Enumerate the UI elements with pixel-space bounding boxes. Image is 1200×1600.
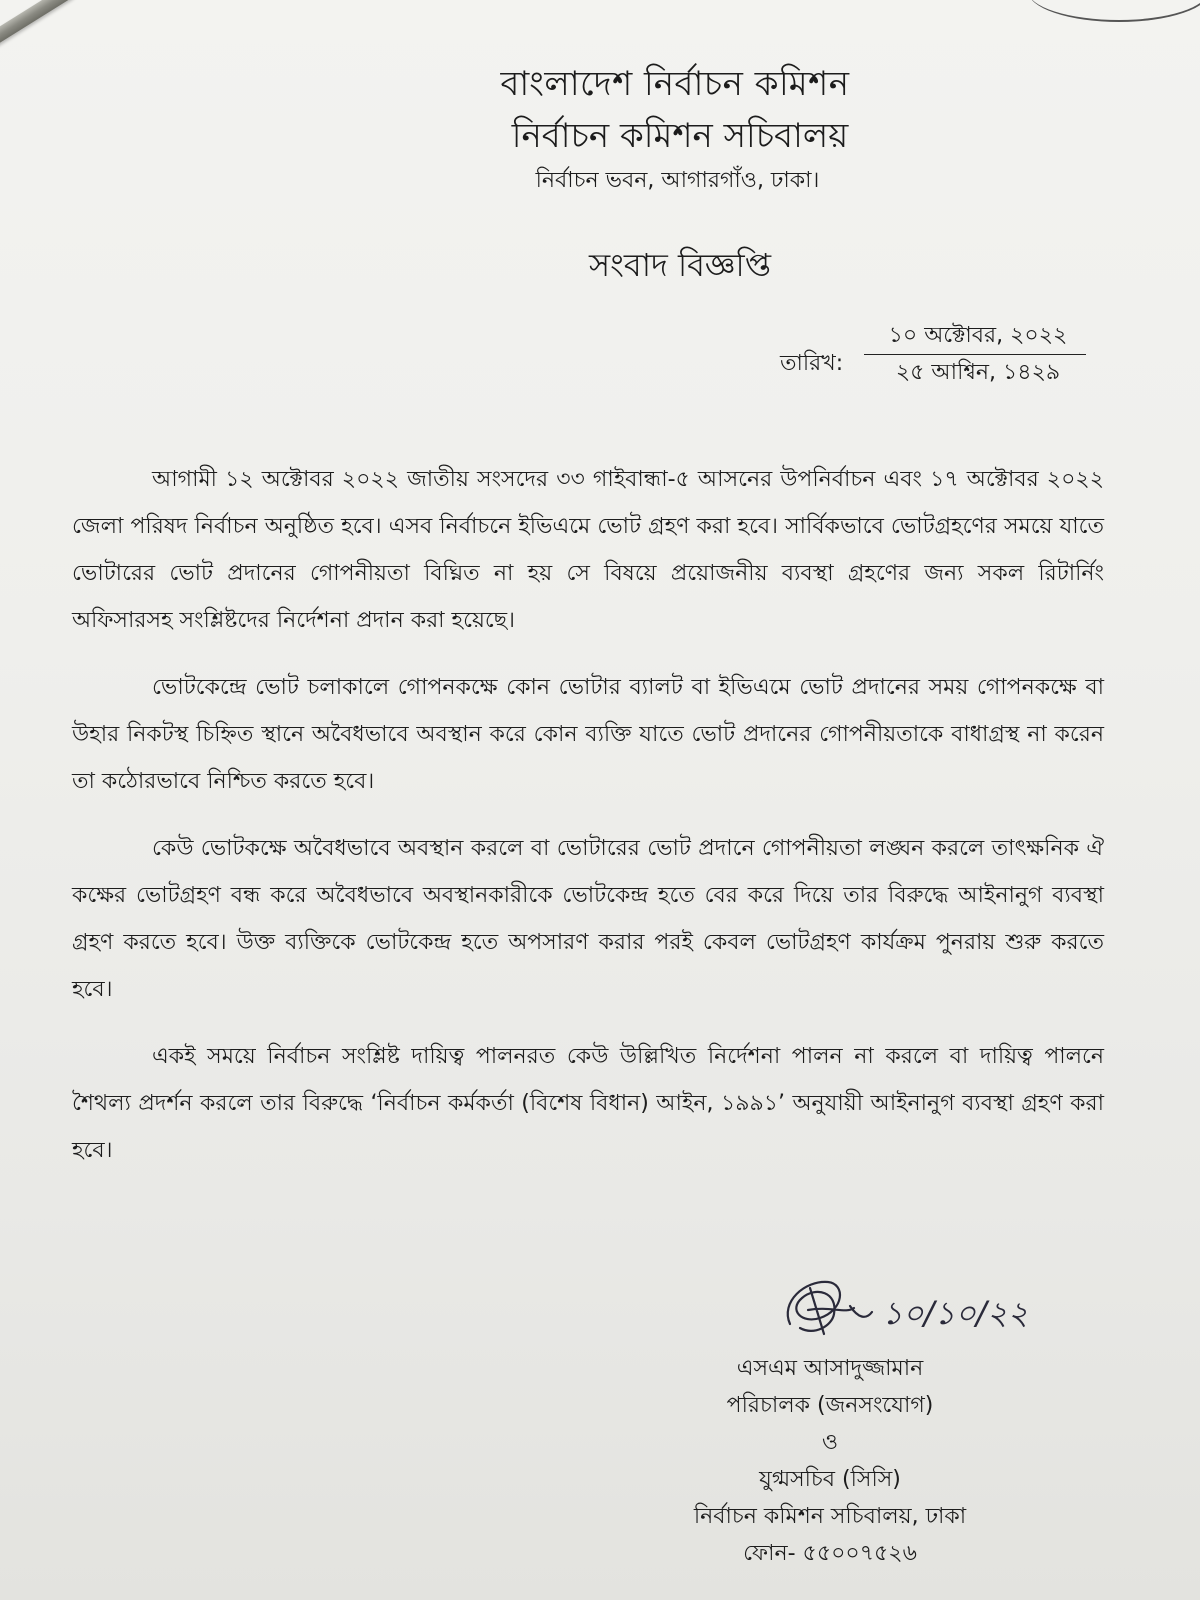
handwritten-date: ১০/১০/২২ (882, 1294, 1029, 1332)
date-bengali: ২৫ আশ্বিন, ১৪২৯ (895, 360, 1061, 385)
handwritten-signature (750, 1262, 1070, 1352)
date-label: তারিখ: (780, 351, 844, 376)
document-body (72, 456, 1104, 1194)
letterhead (0, 58, 1200, 200)
signatory-designation-2: যুগ্মসচিব (সিসি) (759, 1467, 901, 1492)
signatory-office: নির্বাচন কমিশন সচিবালয়, ঢাকা (693, 1504, 967, 1529)
document-title: সংবাদ বিজ্ঞপ্তি (588, 246, 772, 284)
corner-stroke-mark (1028, 0, 1200, 22)
letterhead-commission: বাংলাদেশ নির্বাচন কমিশন (500, 64, 850, 104)
signatory-designation-1: পরিচালক (জনসংযোগ) (726, 1393, 934, 1418)
paragraph-1: আগামী ১২ অক্টোবর ২০২২ জাতীয় সংসদের ৩৩ গাইবান্ধা-৫ আসনের উপনির্বাচন এবং ১৭ অক্টোবর ২০২২ জেলা পরিষদ নির্বাচন অনুষ্ঠিত হবে। এসব নির্বাচনে ইভিএমে ভোট গ্রহণ করা হবে। সার্বিকভাবে ভোটগ্রহণের সময়ে যাতে ভোটারের ভোট প্রদানের গোপনীয়তা বিঘ্নিত না হয় সে বিষয়ে প্রয়োজনীয় ব্যবস্থা গ্রহণের জন্য সকল রিটার্নিং অফিসারসহ সংশ্লিষ্টদের নির্দেশনা প্রদান করা হয়েছে। (72, 467, 1104, 633)
paragraph-4: একই সময়ে নির্বাচন সংশ্লিষ্ট দায়িত্ব পালনরত কেউ উল্লিখিত নির্দেশনা পালন না করলে বা দায়িত্ব পালনে শৈথল্য প্রদর্শন করলে তার বিরুদ্ধে ‘নির্বাচন কর্মকর্তা (বিশেষ বিধান) আইন, ১৯৯১’ অনুযায়ী আইনানুগ ব্যবস্থা গ্রহণ করা হবে। (72, 1044, 1104, 1163)
paragraph-2: ভোটকেন্দ্রে ভোট চলাকালে গোপনকক্ষে কোন ভোটার ব্যালট বা ইভিএমে ভোট প্রদানের সময় গোপনকক্ষে বা উহার নিকটস্থ চিহ্নিত স্থানে অবৈধভাবে অবস্থান করে কোন ব্যক্তি যাতে ভোট প্রদানের গোপনীয়তাকে বাধাগ্রস্থ না করেন তা কঠোরভাবে নিশ্চিত করতে হবে। (72, 675, 1104, 794)
letterhead-address: নির্বাচন ভবন, আগারগাঁও, ঢাকা। (535, 168, 820, 193)
signatory-details (640, 1350, 1020, 1572)
signatory-name: এসএম আসাদুজ্জামান (736, 1356, 924, 1381)
date-gregorian: ১০ অক্টোবর, ২০২২ (888, 323, 1068, 348)
signatory-conjunction: ও (821, 1430, 839, 1455)
date-values (868, 318, 1088, 391)
signatory-phone: ফোন- ৫৫০০৭৫২৬ (743, 1541, 917, 1566)
letterhead-secretariat: নির্বাচন কমিশন সচিবালয় (511, 116, 849, 156)
pen-object (0, 0, 77, 53)
paragraph-3: কেউ ভোটকক্ষে অবৈধভাবে অবস্থান করলে বা ভোটারের ভোট প্রদানে গোপনীয়তা লঙ্ঘন করলে তাৎক্ষনিক ঐ কক্ষের ভোটগ্রহণ বন্ধ করে অবৈধভাবে অবস্থানকারীকে ভোটকেন্দ্র হতে বের করে দিয়ে তার বিরুদ্ধে আইনানুগ ব্যবস্থা গ্রহণ করতে হবে। উক্ত ব্যক্তিকে ভোটকেন্দ্র হতে অপসারণ করার পরই কেবল ভোটগ্রহণ কার্যক্রম পুনরায় শুরু করতে হবে। (72, 836, 1104, 1002)
